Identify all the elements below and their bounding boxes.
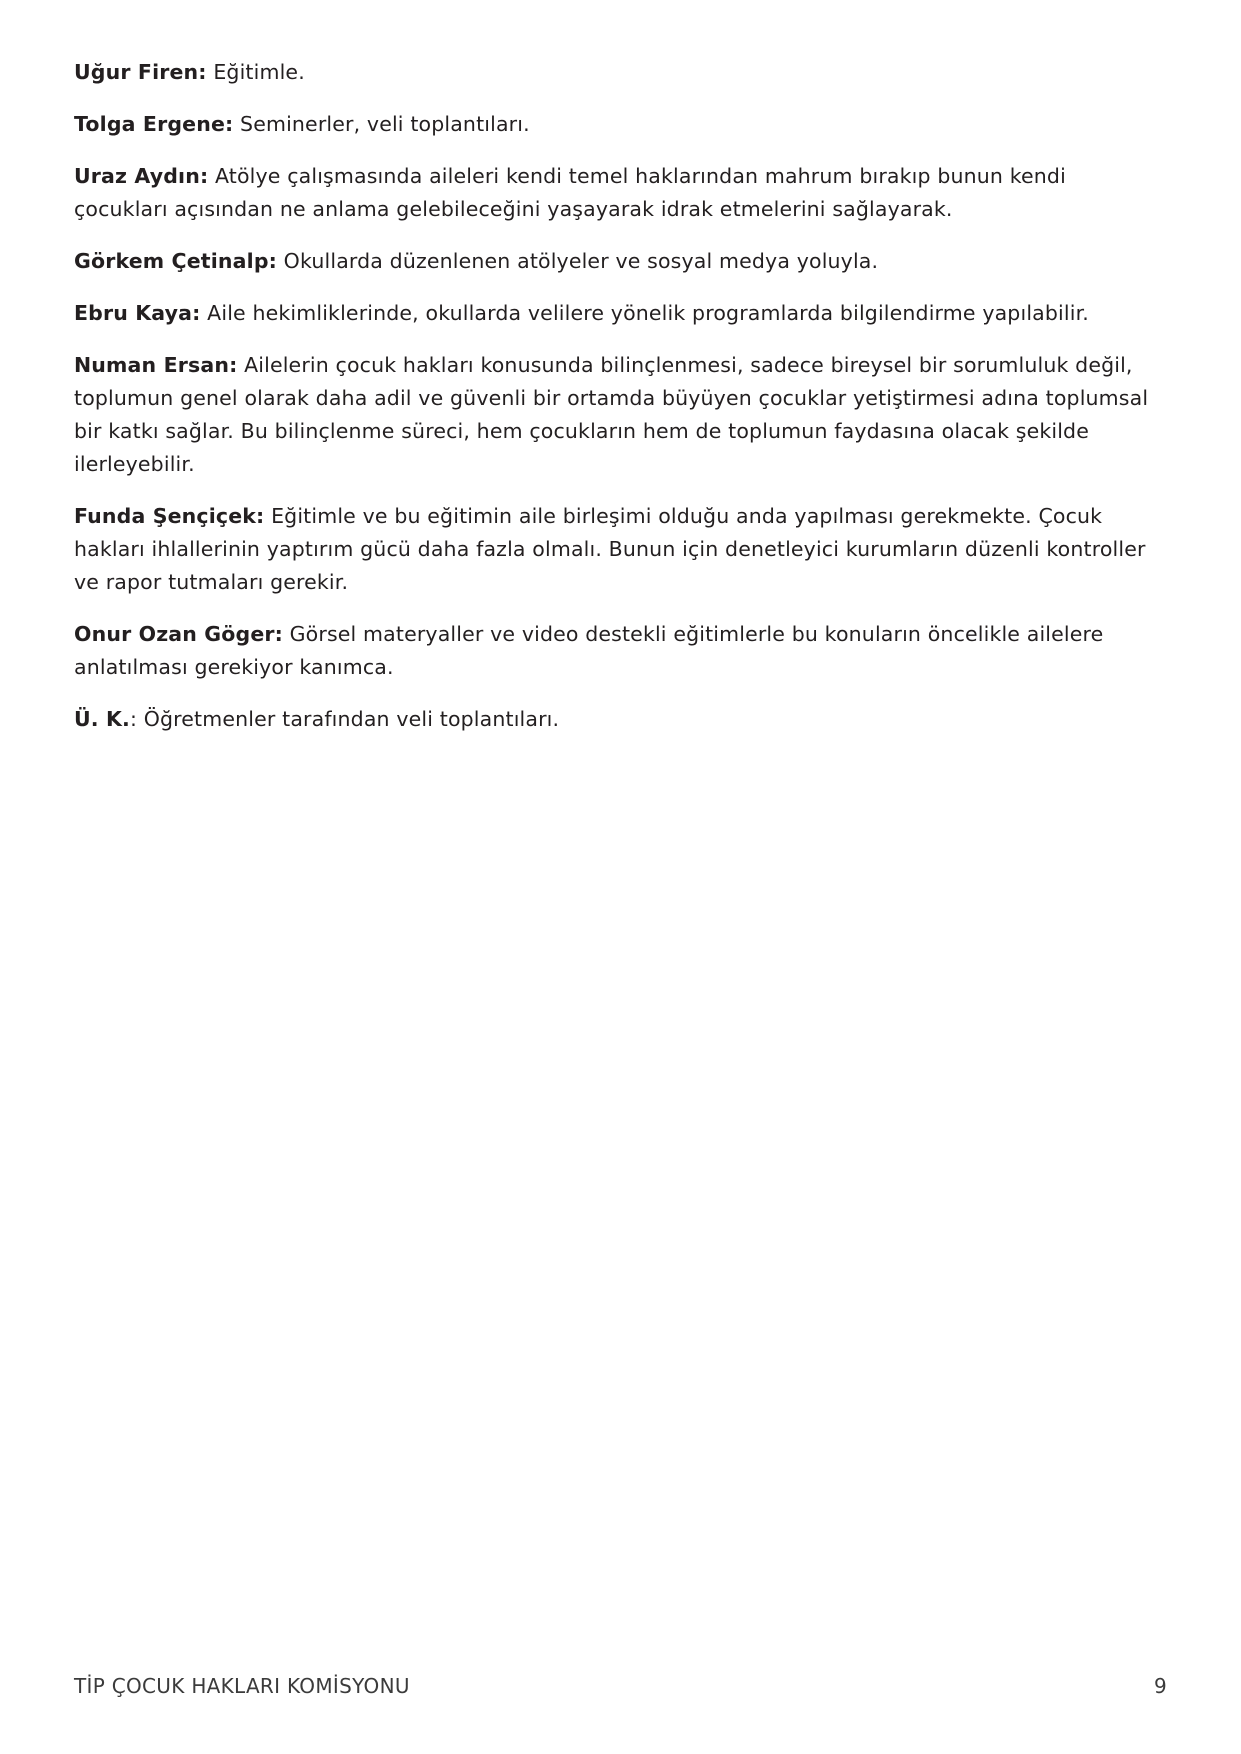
speaker-name: Ebru Kaya: [74, 301, 201, 325]
speaker-name: Onur Ozan Göger: [74, 622, 283, 646]
document-body [74, 56, 1159, 755]
paragraph-text: Aile hekimliklerinde, okullarda velilere yönelik programlarda bilgilendirme yapılabilir. [200, 301, 1089, 325]
paragraph-text: Görsel materyaller ve video destekli eğitimlerle bu konuların öncelikle ailelere anlatılması gerekiyor kanımca. [74, 622, 1104, 679]
speaker-name: Ü. K. [74, 707, 130, 731]
paragraph-text: Atölye çalışmasında aileleri kendi temel haklarından mahrum bırakıp bunun kendi çocukları açısından ne anlama gelebileceğini yaşayarak idrak etmelerini sağlayarak. [74, 164, 1066, 221]
paragraph-text: : Öğretmenler tarafından veli toplantıları. [130, 707, 560, 731]
paragraph [74, 245, 1159, 278]
footer-title: TİP ÇOCUK HAKLARI KOMİSYONU [74, 1674, 410, 1698]
paragraph [74, 500, 1159, 599]
paragraph [74, 349, 1159, 481]
page-footer [74, 1674, 1167, 1698]
paragraph-text: Eğitimle ve bu eğitimin aile birleşimi olduğu anda yapılması gerekmekte. Çocuk hakları ihlallerinin yaptırım gücü daha fazla olmalı. Bunun için denetleyici kurumların düzenli kontroller ve rapor tutmaları gerekir. [74, 504, 1146, 594]
speaker-name: Uraz Aydın: [74, 164, 209, 188]
paragraph [74, 160, 1159, 226]
speaker-name: Uğur Firen: [74, 60, 207, 84]
paragraph [74, 618, 1159, 684]
paragraph [74, 297, 1159, 330]
speaker-name: Numan Ersan: [74, 353, 238, 377]
paragraph-text: Ailelerin çocuk hakları konusunda bilinçlenmesi, sadece bireysel bir sorumluluk değil, toplumun genel olarak daha adil ve güvenli bir ortamda büyüyen çocuklar yetiştirmesi adına toplumsal bir katkı sağlar. Bu bilinçlenme süreci, hem çocukların hem de toplumun faydasına olacak şekilde ilerleyebilir. [74, 353, 1149, 476]
speaker-name: Görkem Çetinalp: [74, 249, 278, 273]
paragraph [74, 108, 1159, 141]
paragraph [74, 56, 1159, 89]
paragraph-text: Eğitimle. [206, 60, 305, 84]
page-number: 9 [1153, 1674, 1167, 1698]
speaker-name: Tolga Ergene: [74, 112, 234, 136]
paragraph [74, 703, 1159, 736]
paragraph-text: Seminerler, veli toplantıları. [233, 112, 530, 136]
speaker-name: Funda Şençiçek: [74, 504, 265, 528]
paragraph-text: Okullarda düzenlenen atölyeler ve sosyal medya yoluyla. [277, 249, 879, 273]
